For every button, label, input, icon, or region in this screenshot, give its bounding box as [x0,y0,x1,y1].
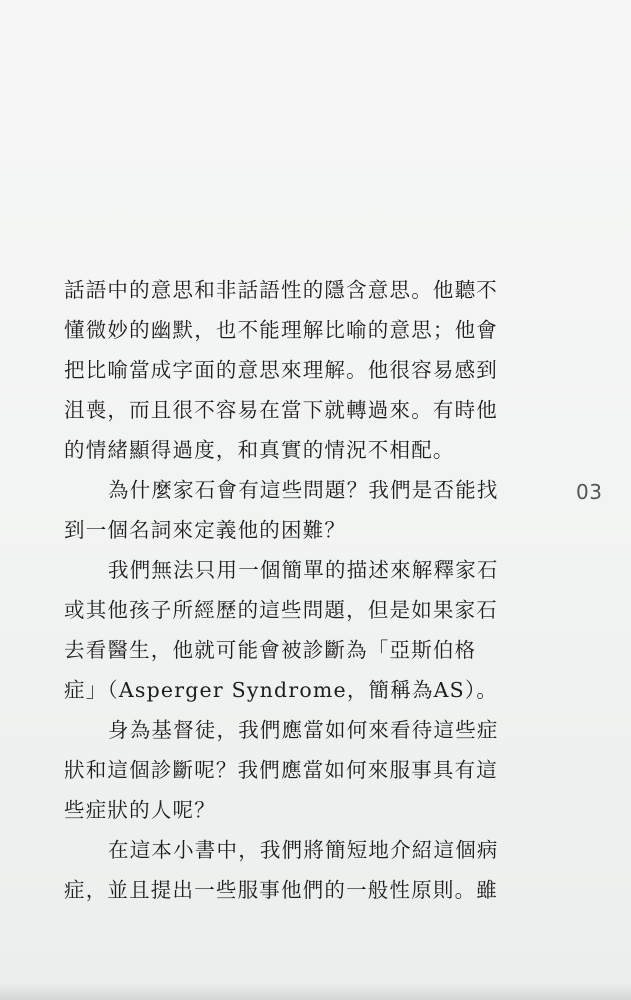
text-line: 去看醫生，他就可能會被診斷為「亞斯伯格 [64,638,477,662]
text-line: 症，並且提出一些服事他們的一般性原則。雖 [64,878,498,902]
paragraph-start-line: 為什麼家石會有這些問題？我們是否能找 [108,478,499,502]
text-line: 症」（Asperger Syndrome，簡稱為AS）。 [64,678,499,702]
text-line: 話語中的意思和非話語性的隱含意思。他聽不 [64,278,498,302]
page-number: 03 [576,480,603,504]
paragraph-start-line: 我們無法只用一個簡單的描述來解釋家石 [108,558,499,582]
paragraph-start-line: 身為基督徒，我們應當如何來看待這些症 [108,718,499,742]
page-bottom-shadow [0,982,631,1000]
text-line: 狀和這個診斷呢？我們應當如何來服事具有這 [64,758,498,782]
text-line: 到一個名詞來定義他的困難？ [64,518,347,542]
text-line: 沮喪，而且很不容易在當下就轉過來。有時他 [64,398,498,422]
body-text [64,270,512,910]
text-line: 的情緒顯得過度，和真實的情況不相配。 [64,438,455,462]
text-line: 懂微妙的幽默，也不能理解比喻的意思；他會 [64,318,498,342]
text-line: 或其他孩子所經歷的這些問題，但是如果家石 [64,598,498,622]
paragraph-start-line: 在這本小書中，我們將簡短地介紹這個病 [108,838,499,862]
text-line: 些症狀的人呢？ [64,798,216,822]
text-line: 把比喻當成字面的意思來理解。他很容易感到 [64,358,498,382]
